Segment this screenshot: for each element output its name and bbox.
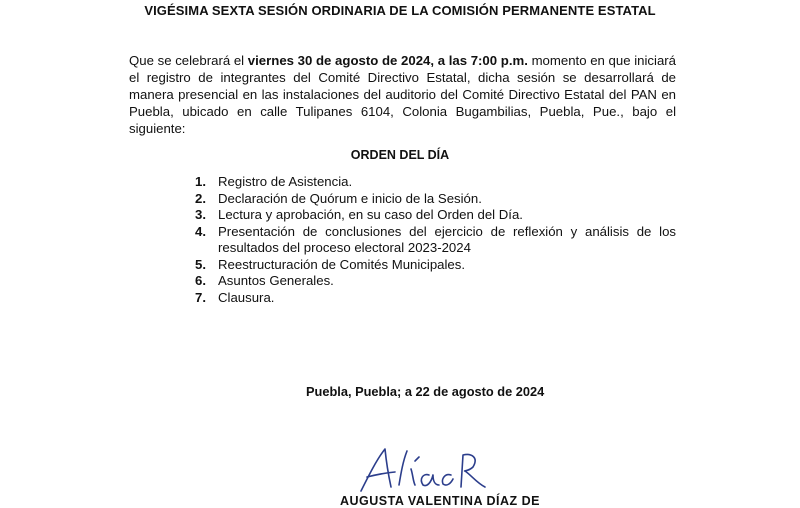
- agenda-item-text: Registro de Asistencia.: [218, 174, 353, 189]
- agenda-item: [195, 257, 676, 274]
- agenda-item-text: Presentación de conclusiones del ejercicio de reflexión y análisis de los resultados del proceso electoral 2023-2024: [218, 223, 676, 255]
- agenda-item: [195, 273, 676, 290]
- agenda-item: [195, 290, 676, 307]
- agenda-item-number: 1.: [195, 174, 206, 189]
- intro-text-rest: momento en que iniciará el registro de integrantes del Comité Directivo Estatal, dicha sesión se desarrollará de manera presencial en las instalaciones del auditorio del Comité Directivo Estatal del PAN en Puebla, ubicado en calle Tulipanes 6104, Colonia Bugambilias, Puebla, Pue., bajo el siguiente:: [129, 53, 676, 136]
- signer-name: AUGUSTA VALENTINA DÍAZ DE: [340, 494, 540, 508]
- document-title: VIGÉSIMA SEXTA SESIÓN ORDINARIA DE LA COMISIÓN PERMANENTE ESTATAL: [144, 3, 656, 18]
- agenda-item-number: 5.: [195, 256, 206, 272]
- agenda-item-text: Lectura y aprobación, en su caso del Orden del Día.: [218, 207, 523, 222]
- agenda-heading: ORDEN DEL DÍA: [350, 148, 450, 162]
- agenda-item-text: Declaración de Quórum e inicio de la Sesión.: [218, 190, 482, 206]
- agenda-item-number: 3.: [195, 207, 206, 222]
- agenda-item-number: 7.: [195, 289, 206, 305]
- agenda-item: [195, 207, 676, 224]
- handwritten-signature: [355, 445, 495, 500]
- signature-icon: [355, 445, 495, 495]
- intro-text-start: Que se celebrará el: [129, 53, 248, 68]
- agenda-list: [195, 174, 676, 306]
- intro-paragraph: [129, 52, 676, 137]
- agenda-item-text: Clausura.: [218, 289, 275, 305]
- agenda-item-number: 2.: [195, 190, 206, 206]
- agenda-item-number: 4.: [195, 223, 206, 239]
- agenda-item: [195, 224, 676, 257]
- agenda-item: [195, 174, 676, 191]
- agenda-item-text: Asuntos Generales.: [218, 273, 334, 288]
- agenda-item: [195, 191, 676, 208]
- agenda-item-number: 6.: [195, 273, 206, 288]
- place-and-date: Puebla, Puebla; a 22 de agosto de 2024: [306, 384, 545, 399]
- session-date: viernes 30 de agosto de 2024, a las 7:00 p.m.: [247, 53, 528, 68]
- agenda-item-text: Reestructuración de Comités Municipales.: [218, 256, 466, 272]
